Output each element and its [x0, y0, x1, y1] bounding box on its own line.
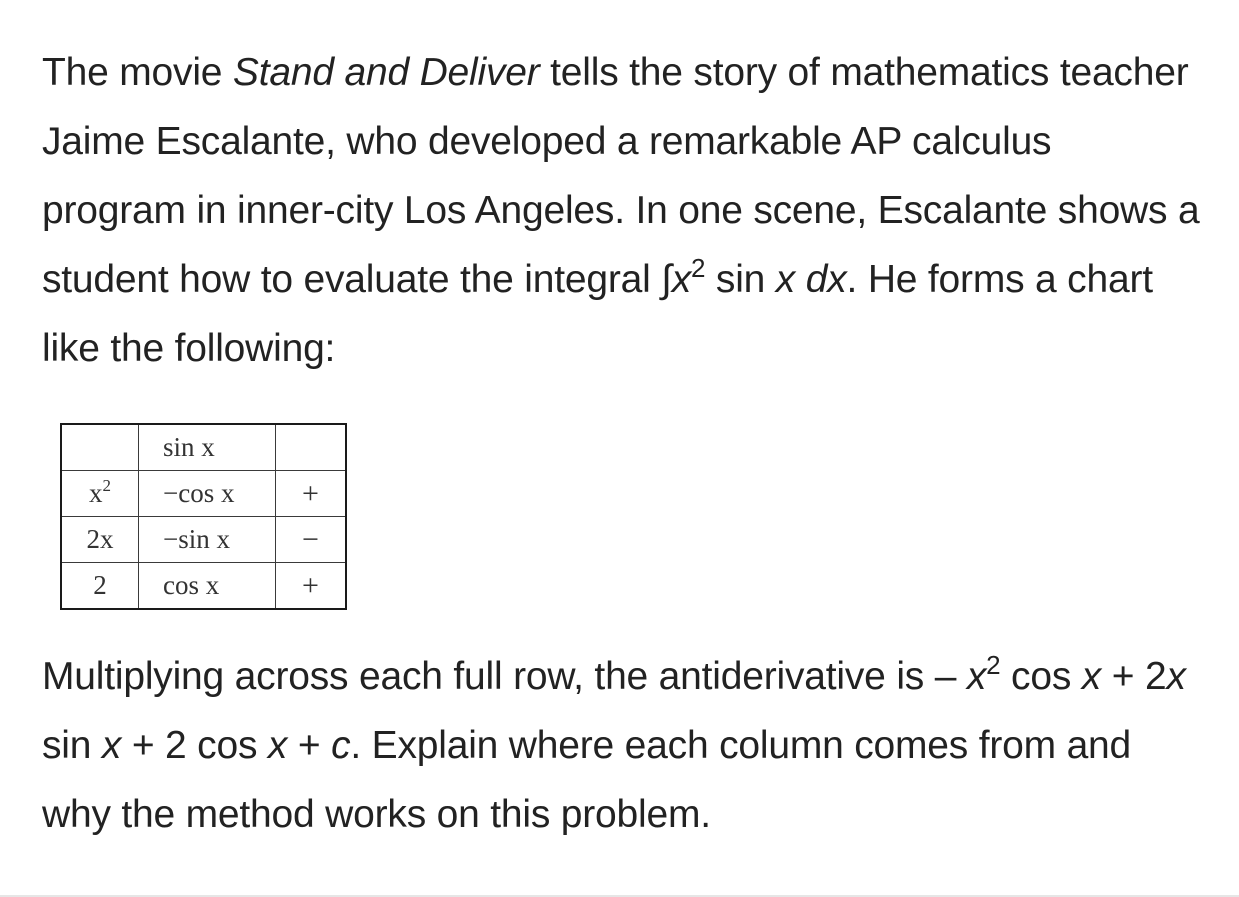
- sin-argument: x: [775, 258, 796, 301]
- movie-title: Stand and Deliver: [232, 51, 540, 94]
- conclusion-text-3: + 2: [1101, 655, 1167, 698]
- conclusion-text-6: +: [287, 724, 332, 767]
- conclusion-paragraph: [42, 642, 1202, 849]
- integral-cell: −cos x: [139, 471, 276, 517]
- conclusion-text-1: Multiplying across each full row, the antiderivative is –: [42, 655, 967, 698]
- header-cell-left: [61, 424, 139, 471]
- problem-text: [42, 38, 1202, 849]
- sign-cell: +: [276, 563, 347, 610]
- sign-cell: −: [276, 517, 347, 563]
- antiderivative-exponent: 2: [986, 650, 1001, 680]
- linear-variable: x: [1166, 655, 1186, 698]
- derivative-value: 2x: [86, 524, 114, 554]
- derivative-value: 2: [93, 570, 107, 600]
- conclusion-text-7: . Explain where each column comes from and why the method works on this problem.: [42, 724, 1132, 836]
- intro-text-2: tells the story of mathematics teacher Jaime Escalante, who developed a remarkable AP calculus program in inner-city Los Angeles. In one scene, Escalante shows a student how to evaluate the integral ∫: [42, 51, 1200, 301]
- integrand-variable: x: [671, 258, 691, 301]
- intro-text-4: . He forms a chart like the following:: [42, 258, 1153, 370]
- table-row: [61, 424, 346, 471]
- intro-space: [795, 258, 806, 301]
- derivative-exponent: 2: [102, 476, 111, 495]
- sin-argument-2: x: [101, 724, 122, 767]
- antiderivative-variable: x: [966, 655, 987, 698]
- derivative-cell: [61, 517, 139, 563]
- conclusion-text-5: + 2 cos: [121, 724, 268, 767]
- intro-paragraph: [42, 38, 1202, 383]
- integral-cell: cos x: [139, 563, 276, 610]
- table-row: [61, 471, 346, 517]
- derivative-value: x: [89, 478, 103, 508]
- derivative-cell: [61, 471, 139, 517]
- chart-table: [60, 423, 347, 610]
- integral-cell: −sin x: [139, 517, 276, 563]
- intro-text-3: sin: [705, 258, 776, 301]
- sign-cell: +: [276, 471, 347, 517]
- intro-text-1: The movie: [42, 51, 233, 94]
- derivative-cell: [61, 563, 139, 610]
- header-cell-middle: sin x: [139, 424, 276, 471]
- conclusion-text-4: sin: [42, 724, 102, 767]
- header-cell-sign: [276, 424, 347, 471]
- table-row: [61, 517, 346, 563]
- integration-constant: c: [331, 724, 351, 767]
- conclusion-text-2: cos: [1000, 655, 1082, 698]
- cos-argument: x: [1081, 655, 1102, 698]
- escalante-chart: [60, 423, 1202, 610]
- table-row: [61, 563, 346, 610]
- differential: dx: [805, 258, 847, 301]
- cos-argument-2: x: [267, 724, 288, 767]
- integrand-exponent: 2: [691, 253, 706, 283]
